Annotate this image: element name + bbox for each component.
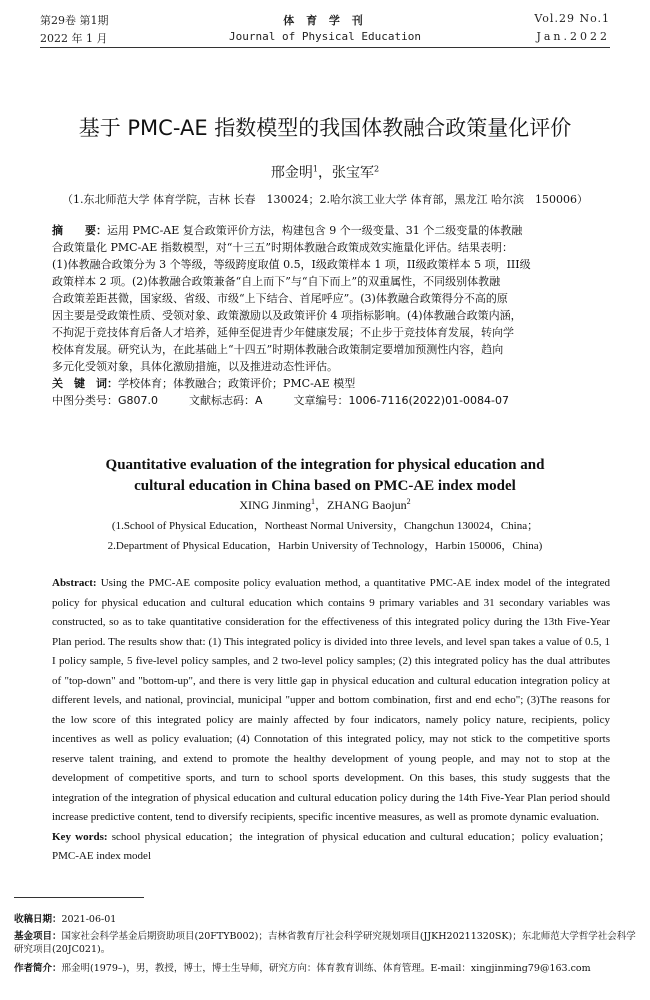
footnote-received (14, 913, 636, 926)
authors-zh (0, 162, 650, 182)
affiliation-en-2: 2.Department of Physical Education，Harbin University of Technology，Harbin 150006，China) (107, 540, 543, 552)
abstract-zh-line: 因主要是受政策性质、受领对象、政策激励以及政策评价 4 项指标影响。(4)体教融合政策内涵， (52, 309, 522, 322)
publication-date: 2022 年 1 月 (40, 32, 108, 45)
abstract-zh-label: 摘 要： (52, 224, 107, 237)
keywords-en (52, 828, 610, 867)
article-no: 1006-7116(2022)01-0084-07 (348, 394, 510, 407)
authors-en (0, 496, 650, 513)
journal-title-zh: 体 育 学 刊 (283, 14, 367, 27)
doc-code-label: 文献标志码： (189, 394, 256, 407)
article-title-en-line1: Quantitative evaluation of the integration for physical education and (105, 457, 545, 473)
author-2-sup: 2 (374, 164, 380, 174)
header-rule (40, 47, 610, 48)
abstract-zh-line: 摘 要：运用 PMC-AE 复合政策评价方法，构建包含 9 个一级变量、31 个二级变量的体教融 (52, 224, 523, 237)
author-sep-en: ， (314, 498, 327, 512)
author-1-en-sup: 1 (310, 497, 315, 506)
received-label: 收稿日期： (14, 914, 62, 925)
abstract-en (52, 574, 610, 867)
author-1-en: XING Jinming (239, 498, 311, 512)
abstract-zh-line: 政策样本 2 项。(2)体教融合政策兼备“自上而下”与“自下而上”的双重属性，不同级别体教融 (52, 275, 501, 288)
volume-issue: 第29卷 第1期 (40, 14, 109, 27)
doc-code: A (255, 394, 263, 407)
abstract-zh-line: (1)体教融合政策分为 3 个等级，等级跨度取值 0.5，I级政策样本 1 项，II级政策样本 5 项，III级 (52, 258, 531, 271)
fund-text: 国家社会科学基金后期资助项目(20FTYB002)；吉林省教育厅社会科学研究规划项目(JJKH20211320SK)；东北师范大学哲学社会科学研究项目(20JC021)。 (14, 931, 636, 955)
abstract-en-body (52, 574, 610, 828)
bio-text: 邢金明(1979–)，男，教授，博士，博士生导师，研究方向：体育教育训练、体育管理。E-mail：xingjinming79@163.com (61, 963, 591, 974)
affiliation-en-1: (1.School of Physical Education，Northeast Normal University，Changchun 130024，China； (111, 520, 539, 532)
fund-label: 基金项目： (14, 931, 62, 942)
abstract-en-text: Using the PMC-AE composite policy evaluation method, a quantitative PMC-AE index model of the integrated policy for physical education and cultural education which contains 9 primary variables and 31 secondary variables was constructed, so as to take quantitative consideration for the effectiveness of this integrated policy during the 13th Five-Year Plan period. The results show that: (1) This integrated policy is divided into three levels, and level span takes a value of 0.5, 1 I policy sample, 5 five-level policy samples, and 2 two-level policy samples; (2) this integrated policy has the dual attributes of "top-down" and "bottom-up", and there is very little gap in physical education and cultural education integration policy at different levels, and national, provincial, municipal "upper and bottom combination, first and end echo"; (3)The reasons for the low score of this integrated policy are mainly affected by four indicators, namely policy nature, recipients, policy incentives as well as policy evaluation; (4) Connotation of this integrated policy, may not stick to the competitive sports reserve talent training, and extend to promote the healthy development of young people, and may not to stop at the development of competitive sports, and turn to school sports development. On this bases, this study suggests that the integration of the integration of physical education and cultural education policy during the 14th Five-Year Plan period should increase predictive content, tend to diversify recipients, specific incentive measures, as well as promote dynamic evaluation. (52, 577, 611, 823)
bio-label: 作者简介： (14, 963, 62, 974)
abstract-zh-line: 多元化受领对象，具体化激励措施，以及推进动态性评估。 (52, 360, 338, 373)
article-title-en (0, 455, 650, 497)
author-1: 邢金明 (270, 165, 313, 181)
author-2-en: ZHANG Baojun (327, 498, 407, 512)
received-date: 2021-06-01 (61, 914, 117, 925)
keywords-zh-text: 学校体育；体教融合；政策评价；PMC-AE 模型 (118, 377, 356, 390)
keywords-en-text: school physical education；the integration of physical education and cultural education；policy evaluation；PMC-AE index model (52, 830, 611, 862)
article-no-label: 文章编号： (293, 394, 349, 407)
clc-code: G807.0 (118, 394, 159, 407)
volume-issue-en: Vol.29 No.1 (534, 12, 610, 25)
abstract-zh-line: 校体育发展。研究认为，在此基础上“十四五”时期体教融合政策制定要增加预测性内容，趋向 (52, 343, 504, 356)
abstract-zh-line: 不拘泥于竞技体育后备人才培养，延伸至促进青少年健康发展；不止步于竞技体育发展，转向学 (52, 326, 514, 339)
abstract-en-label: Abstract: (52, 577, 97, 589)
keywords-en-label: Key words: (52, 830, 108, 843)
author-1-sup: 1 (312, 164, 318, 174)
publication-date-en: Jan.2022 (536, 30, 610, 43)
affiliation-zh: （1.东北师范大学 体育学院，吉林 长春 130024；2.哈尔滨工业大学 体育部，黑龙江 哈尔滨 150006） (62, 193, 588, 206)
journal-title-en: Journal of Physical Education (228, 30, 422, 43)
footnote-fund (14, 930, 636, 956)
article-title-en-line2: cultural education in China based on PMC-AE index model (134, 478, 516, 494)
clc-label: 中图分类号： (52, 394, 118, 407)
keywords-zh (52, 375, 610, 392)
classification-line (52, 392, 610, 409)
author-2-en-sup: 2 (406, 497, 411, 506)
abstract-zh (52, 222, 610, 409)
abstract-zh-line: 合政策量化 PMC-AE 指数模型，对“十三五”时期体教融合政策成效实施量化评估。结果表明： (52, 241, 514, 254)
keywords-zh-label: 关 键 词： (52, 377, 118, 390)
article-title-zh: 基于 PMC-AE 指数模型的我国体教融合政策量化评价 (78, 116, 572, 140)
author-sep: ， (318, 165, 332, 181)
abstract-zh-line: 合政策差距甚微，国家级、省级、市级“上下结合、首尾呼应”。(3)体教融合政策得分不高的原 (52, 292, 508, 305)
footnote-bio (14, 962, 636, 975)
author-2: 张宝军 (332, 165, 374, 181)
footnote-rule (14, 897, 144, 898)
